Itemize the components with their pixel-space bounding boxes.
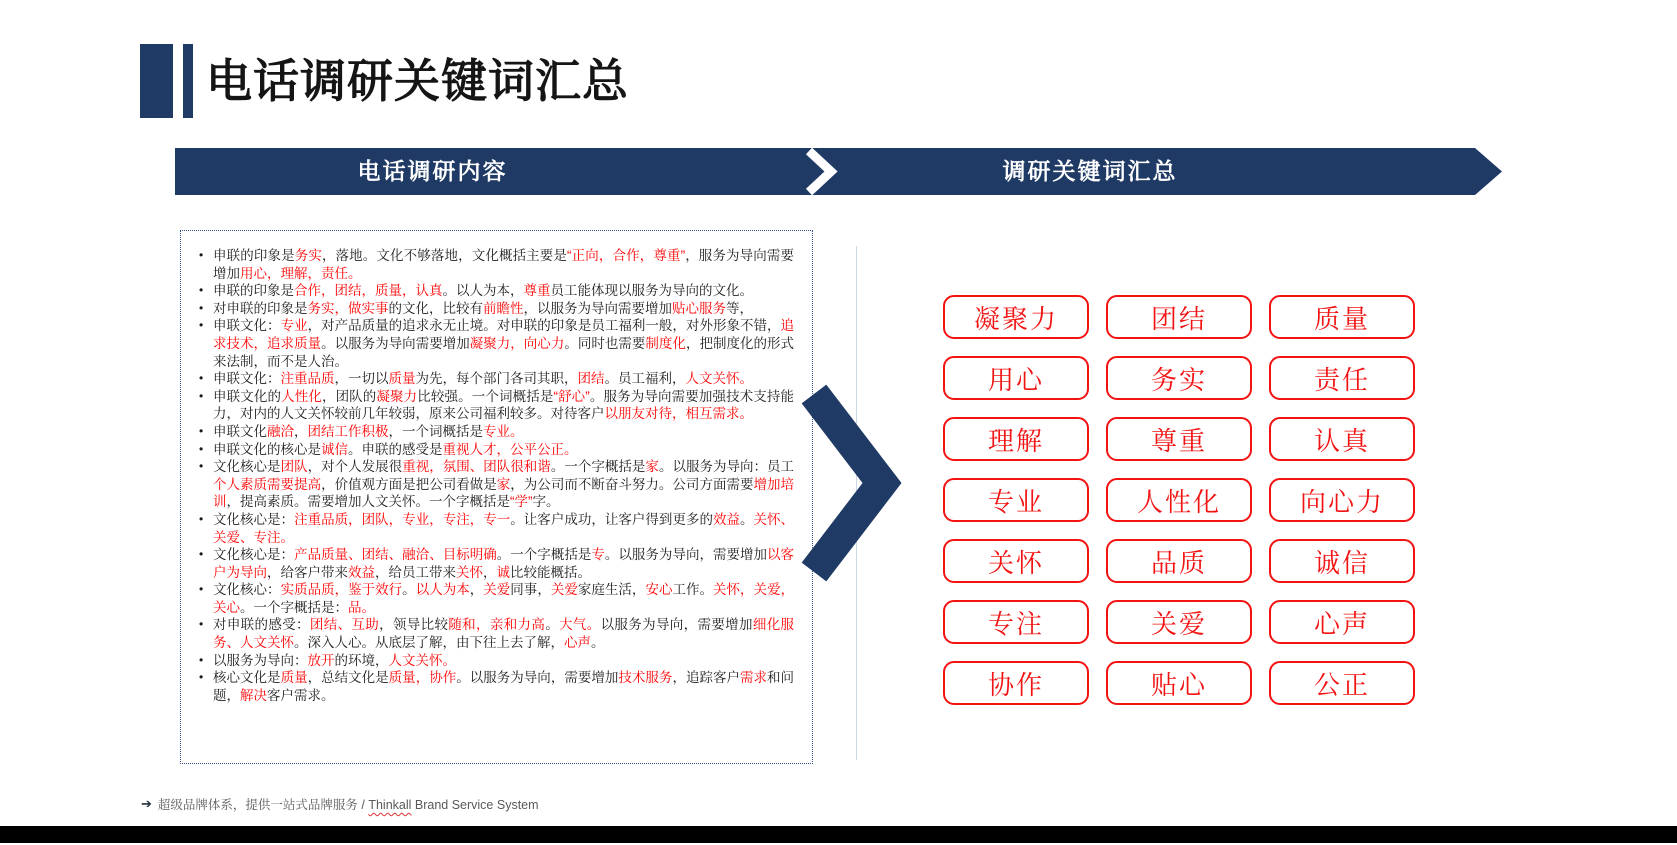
plain-text: ，对产品质量的追求永无止境。对申联的印象是员工福利一般，对外形象不错， [307, 318, 781, 334]
highlight-text: 关怀，关爱，关心 [213, 582, 795, 615]
plain-text: 。员工福利， [604, 371, 686, 387]
banner-chevron-icon [800, 148, 850, 195]
plain-text: 。 [402, 582, 416, 598]
highlight-text: 需求 [740, 670, 768, 686]
highlight-text: 团队 [280, 459, 308, 475]
highlight-text: 技术服务 [618, 670, 673, 686]
plain-text: 申联文化 [213, 423, 267, 439]
highlight-text: 质量 [280, 670, 308, 686]
plain-text: 字。 [532, 494, 560, 510]
plain-text: ，领导比较 [379, 617, 449, 633]
keyword-tag: 品质 [1106, 539, 1252, 583]
banner-label-keyword-summary: 调研关键词汇总 [1002, 158, 1178, 184]
keyword-tag: 认真 [1269, 417, 1415, 461]
plain-text: ，对个人发展很 [307, 459, 403, 475]
bullet-item [198, 282, 794, 300]
plain-text: 。一个字概括是 [496, 547, 592, 563]
highlight-text: 重视人才，公平公正。 [442, 441, 578, 457]
plain-text: 文化核心是： [213, 547, 295, 563]
highlight-text: “学” [510, 494, 533, 510]
title-accent-bar-wide [140, 44, 173, 118]
highlight-text: 个人素质需要提高 [213, 476, 322, 492]
highlight-text: 务实，做实事 [307, 300, 389, 316]
keyword-tag: 责任 [1269, 356, 1415, 400]
plain-text: ，以服务为导向需要增加 [523, 300, 672, 316]
plain-text: ， [483, 564, 497, 580]
highlight-text: 注重品质 [280, 371, 335, 387]
footer-text [158, 795, 539, 813]
highlight-text: 以人为本 [415, 582, 470, 598]
highlight-text: 诚 [496, 564, 510, 580]
highlight-text: 关爱 [483, 582, 511, 598]
plain-text: ，服务为导向需要增加 [213, 248, 795, 281]
bullet-item [198, 546, 794, 581]
plain-text: 员工能体现以服务为导向的文化。 [550, 283, 753, 299]
keyword-tag: 团结 [1106, 295, 1252, 339]
highlight-text: 家 [645, 459, 659, 475]
plain-text: 。服务为导向需要加强技术支持能力，对内的人文关怀较前几年较弱，原来公司福利较多。对待客户 [213, 388, 795, 422]
plain-text: ，团队的 [321, 388, 377, 404]
plain-text: 家庭生活， [577, 582, 646, 598]
keyword-tag: 尊重 [1106, 417, 1252, 461]
highlight-text: 人文关怀。 [685, 371, 753, 387]
plain-text: ，提高素质。需要增加人文关怀。一个字概括是 [226, 494, 510, 510]
highlight-text: 关怀 [456, 564, 483, 580]
plain-text: ，一个词概括是 [388, 423, 483, 439]
plain-text: 以服务为导向，需要增加 [600, 617, 753, 633]
plain-text: 客户需求。 [267, 687, 335, 703]
highlight-text: 效益 [348, 564, 375, 580]
plain-text: 。让客户成功，让客户得到更多的 [510, 511, 713, 527]
plain-text: 和问题， [213, 670, 795, 703]
plain-text: 。以人为本， [442, 283, 524, 299]
highlight-text: 务实 [294, 248, 322, 263]
keyword-tag: 人性化 [1106, 478, 1252, 522]
bullet-item [198, 511, 794, 546]
plain-text: 。以服务为导向，需要增加 [456, 670, 619, 686]
highlight-text: 效益 [712, 511, 740, 527]
bullet-list [198, 247, 794, 704]
highlight-text: 质量，协作 [388, 670, 457, 686]
bullet-item [198, 581, 794, 616]
plain-text: 申联文化： [213, 371, 281, 387]
highlight-text: 品。 [348, 599, 375, 615]
plain-text: 。 [545, 617, 560, 633]
keyword-tag: 公正 [1269, 661, 1415, 705]
plain-text: 。同时也需要 [564, 335, 646, 351]
plain-text: 文化核心是 [213, 459, 281, 475]
highlight-text: 细化服务、人文关怀 [213, 617, 795, 651]
plain-text: ，给客户带来 [267, 564, 348, 580]
footer-brand-rest: Brand Service System [411, 798, 539, 812]
highlight-text: 凝聚力 [376, 388, 418, 404]
plain-text: 文化核心： [213, 582, 281, 598]
plain-text: ，价值观方面是把公司看做是 [321, 476, 497, 492]
plain-text: 对申联的感受： [213, 617, 310, 633]
bullet-item [198, 669, 794, 704]
survey-notes-box [180, 230, 813, 764]
keyword-tag: 向心力 [1269, 478, 1415, 522]
highlight-text: 重视，氛围、团队很和谐 [402, 459, 551, 475]
plain-text: 比较强。一个词概括是 [417, 388, 554, 404]
highlight-text: 诚信 [321, 441, 348, 457]
highlight-text: 心声 [564, 635, 591, 651]
highlight-text: 合作，团结，质量，认真 [294, 283, 443, 299]
plain-text: ， [294, 423, 308, 439]
plain-text: 申联的印象是 [213, 283, 294, 299]
keyword-tag: 关怀 [943, 539, 1089, 583]
plain-text: 的环境， [334, 652, 389, 668]
bullet-item [198, 616, 794, 651]
highlight-text: 大气。 [559, 617, 601, 633]
plain-text: ，总结文化是 [307, 670, 389, 686]
highlight-text: “舒心” [553, 388, 590, 404]
highlight-text: 贴心服务 [672, 300, 726, 316]
highlight-text: 以客户为导向 [213, 547, 795, 580]
plain-text: 。深入人心。从底层了解，由下往上去了解， [294, 635, 564, 651]
footer-text-cn: 超级品牌体系，提供一站式品牌服务 / [157, 798, 369, 812]
keyword-grid [943, 295, 1415, 705]
title-accent-bar-thin [183, 44, 193, 118]
highlight-text: 团结 [577, 371, 605, 387]
bullet-item [198, 441, 794, 459]
footer-arrow-icon: ➔ [141, 796, 152, 811]
bullet-item [198, 458, 794, 511]
highlight-text: 前瞻性 [483, 300, 524, 316]
footer-brand-name: Thinkall [368, 798, 412, 812]
plain-text: 的文化，比较有 [388, 300, 483, 316]
plain-text: 为先，每个部门各司其职， [415, 371, 578, 387]
highlight-text: 融洽 [267, 423, 294, 439]
plain-text: 。以服务为导向，需要增加 [604, 547, 768, 563]
highlight-text: 人性化 [281, 388, 322, 404]
bullet-item [198, 652, 794, 670]
highlight-text: 团结、互助 [309, 617, 380, 633]
bottom-black-bar [0, 826, 1677, 843]
plain-text: 比较能概括。 [510, 564, 591, 580]
banner-label-survey-content: 电话调研内容 [357, 158, 508, 184]
plain-text: 以服务为导向： [213, 652, 308, 668]
plain-text: 核心文化是 [213, 670, 281, 686]
plain-text: 工作。 [672, 582, 714, 598]
plain-text: ，为公司而不断奋斗努力。公司方面需要 [510, 476, 754, 492]
bullet-item [198, 370, 794, 388]
keyword-tag: 理解 [943, 417, 1089, 461]
highlight-text: 随和，亲和力高 [448, 617, 546, 633]
bullet-item [198, 317, 794, 370]
keyword-tag: 关爱 [1106, 600, 1252, 644]
bullet-item [198, 247, 794, 282]
highlight-text: 增加培训 [213, 476, 795, 510]
plain-text: 。申联的感受是 [348, 441, 443, 457]
plain-text: 对申联的印象是 [213, 300, 308, 316]
highlight-text: 质量 [388, 371, 416, 387]
highlight-text: 专 [591, 547, 605, 563]
bullet-item [198, 388, 794, 423]
highlight-text: 人文关怀。 [388, 652, 456, 668]
plain-text: 申联文化： [213, 318, 281, 334]
keyword-tag: 协作 [943, 661, 1089, 705]
highlight-text: 家 [496, 476, 511, 492]
footer [141, 795, 539, 813]
flow-arrow-chevron-icon [798, 384, 910, 582]
highlight-text: 团结工作积极 [307, 423, 389, 439]
keyword-tag: 专业 [943, 478, 1089, 522]
plain-text: ，追踪客户 [672, 670, 741, 686]
keyword-tag: 贴心 [1106, 661, 1252, 705]
highlight-text: 实质品质，鉴于效行 [280, 582, 403, 598]
keyword-tag: 质量 [1269, 295, 1415, 339]
plain-text: 。 [740, 511, 754, 527]
plain-text: ，给员工带来 [375, 564, 456, 580]
plain-text: 。一个字概括是 [550, 459, 646, 475]
plain-text: 文化核心是： [213, 511, 295, 527]
plain-text: 申联的印象是 [213, 248, 295, 263]
highlight-text: 关怀、关爱、专注。 [213, 511, 795, 545]
highlight-text: 追求技术，追求质量 [213, 318, 795, 351]
plain-text: 。以服务为导向需要增加 [321, 335, 470, 351]
highlight-text: 产品质量、团结、融洽、目标明确 [294, 547, 497, 563]
plain-text: 申联文化的 [213, 388, 282, 404]
plain-text: ，把制度化的形式来法制，而不是人治。 [213, 335, 795, 369]
highlight-text: 专业。 [483, 423, 524, 439]
keyword-tag: 诚信 [1269, 539, 1415, 583]
highlight-text: 制度化 [645, 335, 686, 351]
highlight-text: 注重品质，团队，专业，专注，专一 [294, 511, 511, 527]
plain-text: 同事， [510, 582, 551, 598]
plain-text: ，一切以 [334, 371, 389, 387]
highlight-text: 安心 [645, 582, 673, 598]
keyword-tag: 心声 [1269, 600, 1415, 644]
keyword-tag: 专注 [943, 600, 1089, 644]
plain-text: ，落地。文化不够落地，文化概括主要是 [321, 248, 568, 263]
keyword-tag: 凝聚力 [943, 295, 1089, 339]
plain-text: 。 [591, 635, 605, 651]
highlight-text: 放开 [307, 652, 335, 668]
highlight-text: 关爱 [550, 582, 578, 598]
plain-text: 。以服务为导向：员工 [658, 459, 795, 475]
highlight-text: 凝聚力，向心力 [469, 335, 565, 351]
bullet-item [198, 423, 794, 441]
highlight-text: 尊重 [523, 283, 551, 299]
highlight-text: 解决 [240, 687, 267, 703]
plain-text: 等， [726, 300, 753, 316]
keyword-tag: 务实 [1106, 356, 1252, 400]
keyword-tag: 用心 [943, 356, 1089, 400]
highlight-text: 以朋友对待，相互需求。 [604, 406, 753, 422]
highlight-text: 专业 [280, 318, 308, 334]
highlight-text: 用心，理解，责任。 [240, 265, 362, 281]
plain-text: 申联文化的核心是 [213, 441, 321, 457]
plain-text: 。一个字概括是： [240, 599, 348, 615]
bullet-item [198, 300, 794, 318]
plain-text: ， [469, 582, 484, 598]
highlight-text: “正向，合作，尊重” [567, 248, 686, 263]
page-title: 电话调研关键词汇总 [206, 55, 629, 107]
